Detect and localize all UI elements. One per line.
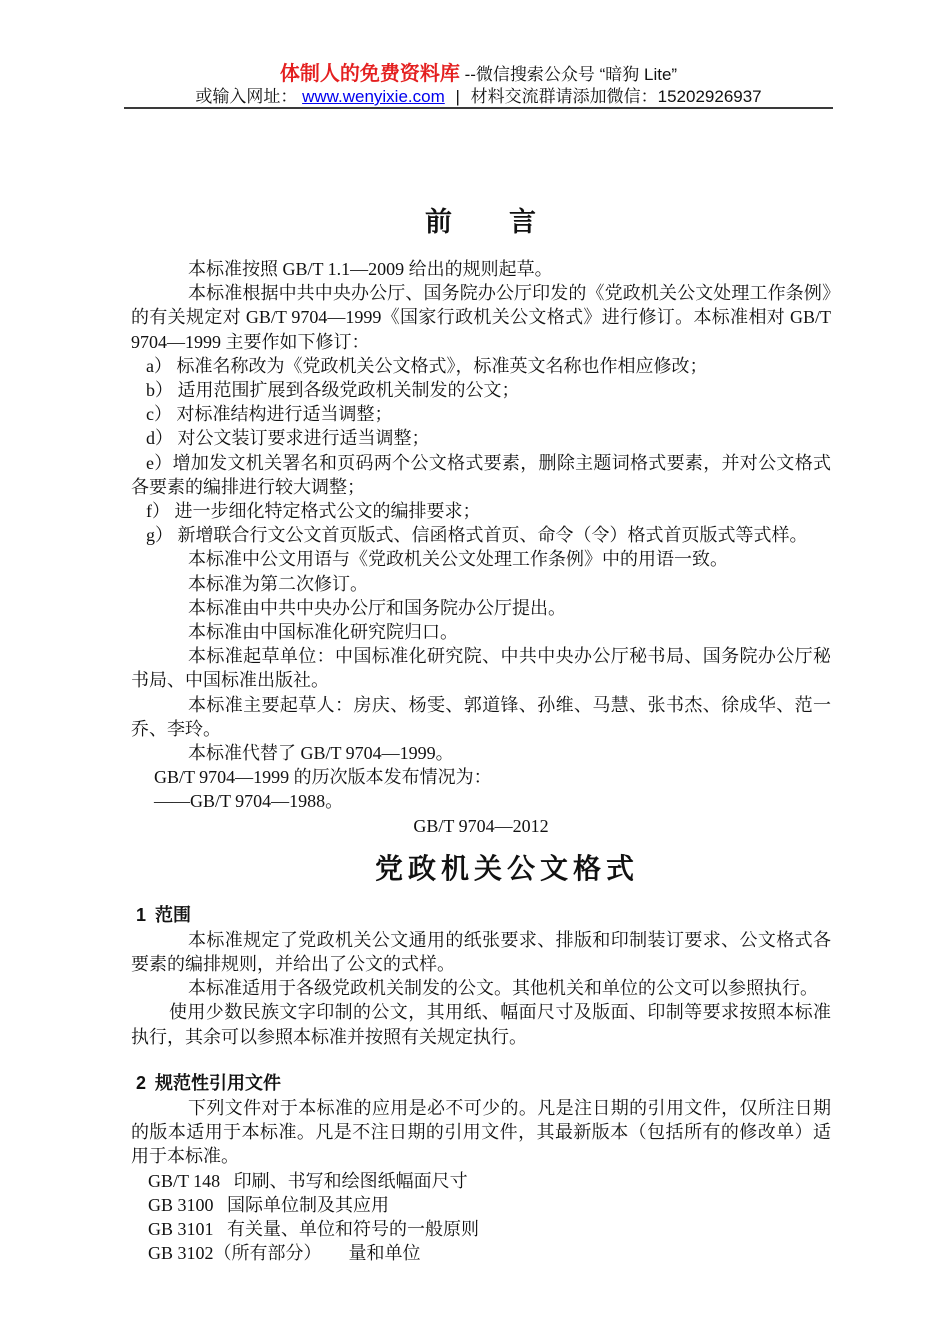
- foreword-paragraph-drafters: 本标准主要起草人：房庆、杨雯、郭道锋、孙维、马慧、张书杰、徐成华、范一乔、李玲。: [131, 694, 831, 739]
- foreword-paragraph-drafting-org: 本标准起草单位：中国标准化研究院、中共中央办公厅秘书局、国务院办公厅秘书局、中国标准出版社。: [131, 646, 831, 691]
- foreword-paragraph-basis: 本标准按照 GB/T 1.1—2009 给出的规则起草。: [188, 259, 553, 279]
- foreword-paragraph-proposed-by: 本标准由中共中央办公厅和国务院办公厅提出。: [188, 597, 566, 618]
- normative-references-intro: 下列文件对于本标准的应用是必不可少的。凡是注日期的引用文件，仅所注日期的版本适用于本标准。凡是不注日期的引用文件，其最新版本（包括所有的修改单）适用于本标准。: [131, 1097, 831, 1167]
- scope-paragraph-2: 本标准适用于各级党政机关制发的公文。其他机关和单位的公文可以参照执行。: [188, 978, 818, 999]
- promo-header: [124, 62, 833, 106]
- section-2-heading: 2 规范性引用文件: [136, 1072, 282, 1093]
- reference-gb-3101: GB 3101 有关量、单位和符号的一般原则: [148, 1218, 480, 1239]
- revision-item-a: a） 标准名称改为《党政机关公文格式》，标准英文名称也作相应修改；: [146, 355, 708, 376]
- revision-item-e: e）增加发文机关署名和页码两个公文格式要素，删除主题词格式要素，并对公文格式各要素的编排进行较大调整；: [131, 452, 831, 497]
- promo-header-line2: [124, 87, 833, 106]
- promo-wechat-contact: 材料交流群请添加微信：15202926937: [470, 87, 762, 106]
- scope-paragraph-1: 本标准规定了党政机关公文通用的纸张要求、排版和印制装订要求、公文格式各要素的编排规则，并给出了公文的式样。: [131, 929, 831, 975]
- promo-website-link[interactable]: www.wenyixie.com: [302, 87, 445, 106]
- foreword-paragraph-replaces: 本标准代替了 GB/T 9704—1999。: [188, 743, 454, 764]
- document-title: 党政机关公文格式: [374, 852, 639, 884]
- promo-brand: 体制人的免费资料库: [279, 63, 460, 85]
- foreword-paragraph-1988: ——GB/T 9704—1988。: [154, 791, 344, 812]
- revision-item-c: c） 对标准结构进行适当调整；: [146, 404, 393, 425]
- revision-item-d: d） 对公文装订要求进行适当调整；: [146, 428, 430, 449]
- standard-code: GB/T 9704—2012: [413, 815, 549, 836]
- foreword-paragraph-revision: 本标准根据中共中央办公厅、国务院办公厅印发的《党政机关公文处理工作条例》的有关规定对 GB/T 9704—1999《国家行政机关公文格式》进行修订。本标准相对 GB/T 9704—1999 主要作如下修订：: [131, 283, 831, 352]
- document-content: [131, 204, 831, 1265]
- foreword-title: 前 言: [425, 207, 537, 237]
- header-divider: [124, 107, 833, 109]
- reference-gbt-148: GB/T 148 印刷、书写和绘图纸幅面尺寸: [148, 1170, 468, 1191]
- revision-item-b: b） 适用范围扩展到各级党政机关制发的公文；: [146, 380, 520, 401]
- promo-tagline: --微信搜索公众号 “暗狗 Lite”: [459, 65, 678, 84]
- section-1-heading: 1 范围: [136, 904, 192, 925]
- foreword-paragraph-history: GB/T 9704—1999 的历次版本发布情况为：: [154, 767, 492, 788]
- foreword-paragraph-second-rev: 本标准为第二次修订。: [188, 573, 368, 594]
- reference-gb-3100: GB 3100 国际单位制及其应用: [148, 1194, 390, 1215]
- revision-item-g: g） 新增联合行文公文首页版式、信函格式首页、命令（令）格式首页版式等式样。: [146, 525, 808, 546]
- foreword-paragraph-centralized: 本标准由中国标准化研究院归口。: [188, 622, 458, 643]
- scope-paragraph-3: 使用少数民族文字印制的公文，其用纸、幅面尺寸及版面、印制等要求按照本标准执行，其余可以参照本标准并按照有关规定执行。: [131, 1002, 831, 1047]
- revision-item-f: f） 进一步细化特定格式公文的编排要求；: [146, 501, 481, 522]
- promo-url-label: 或输入网址：: [195, 87, 298, 106]
- promo-header-line1: [124, 62, 833, 87]
- promo-separator: |: [455, 87, 460, 106]
- reference-gb-3102: GB 3102（所有部分） 量和单位: [148, 1243, 421, 1264]
- foreword-paragraph-terms: 本标准中公文用语与《党政机关公文处理工作条例》中的用语一致。: [188, 549, 728, 570]
